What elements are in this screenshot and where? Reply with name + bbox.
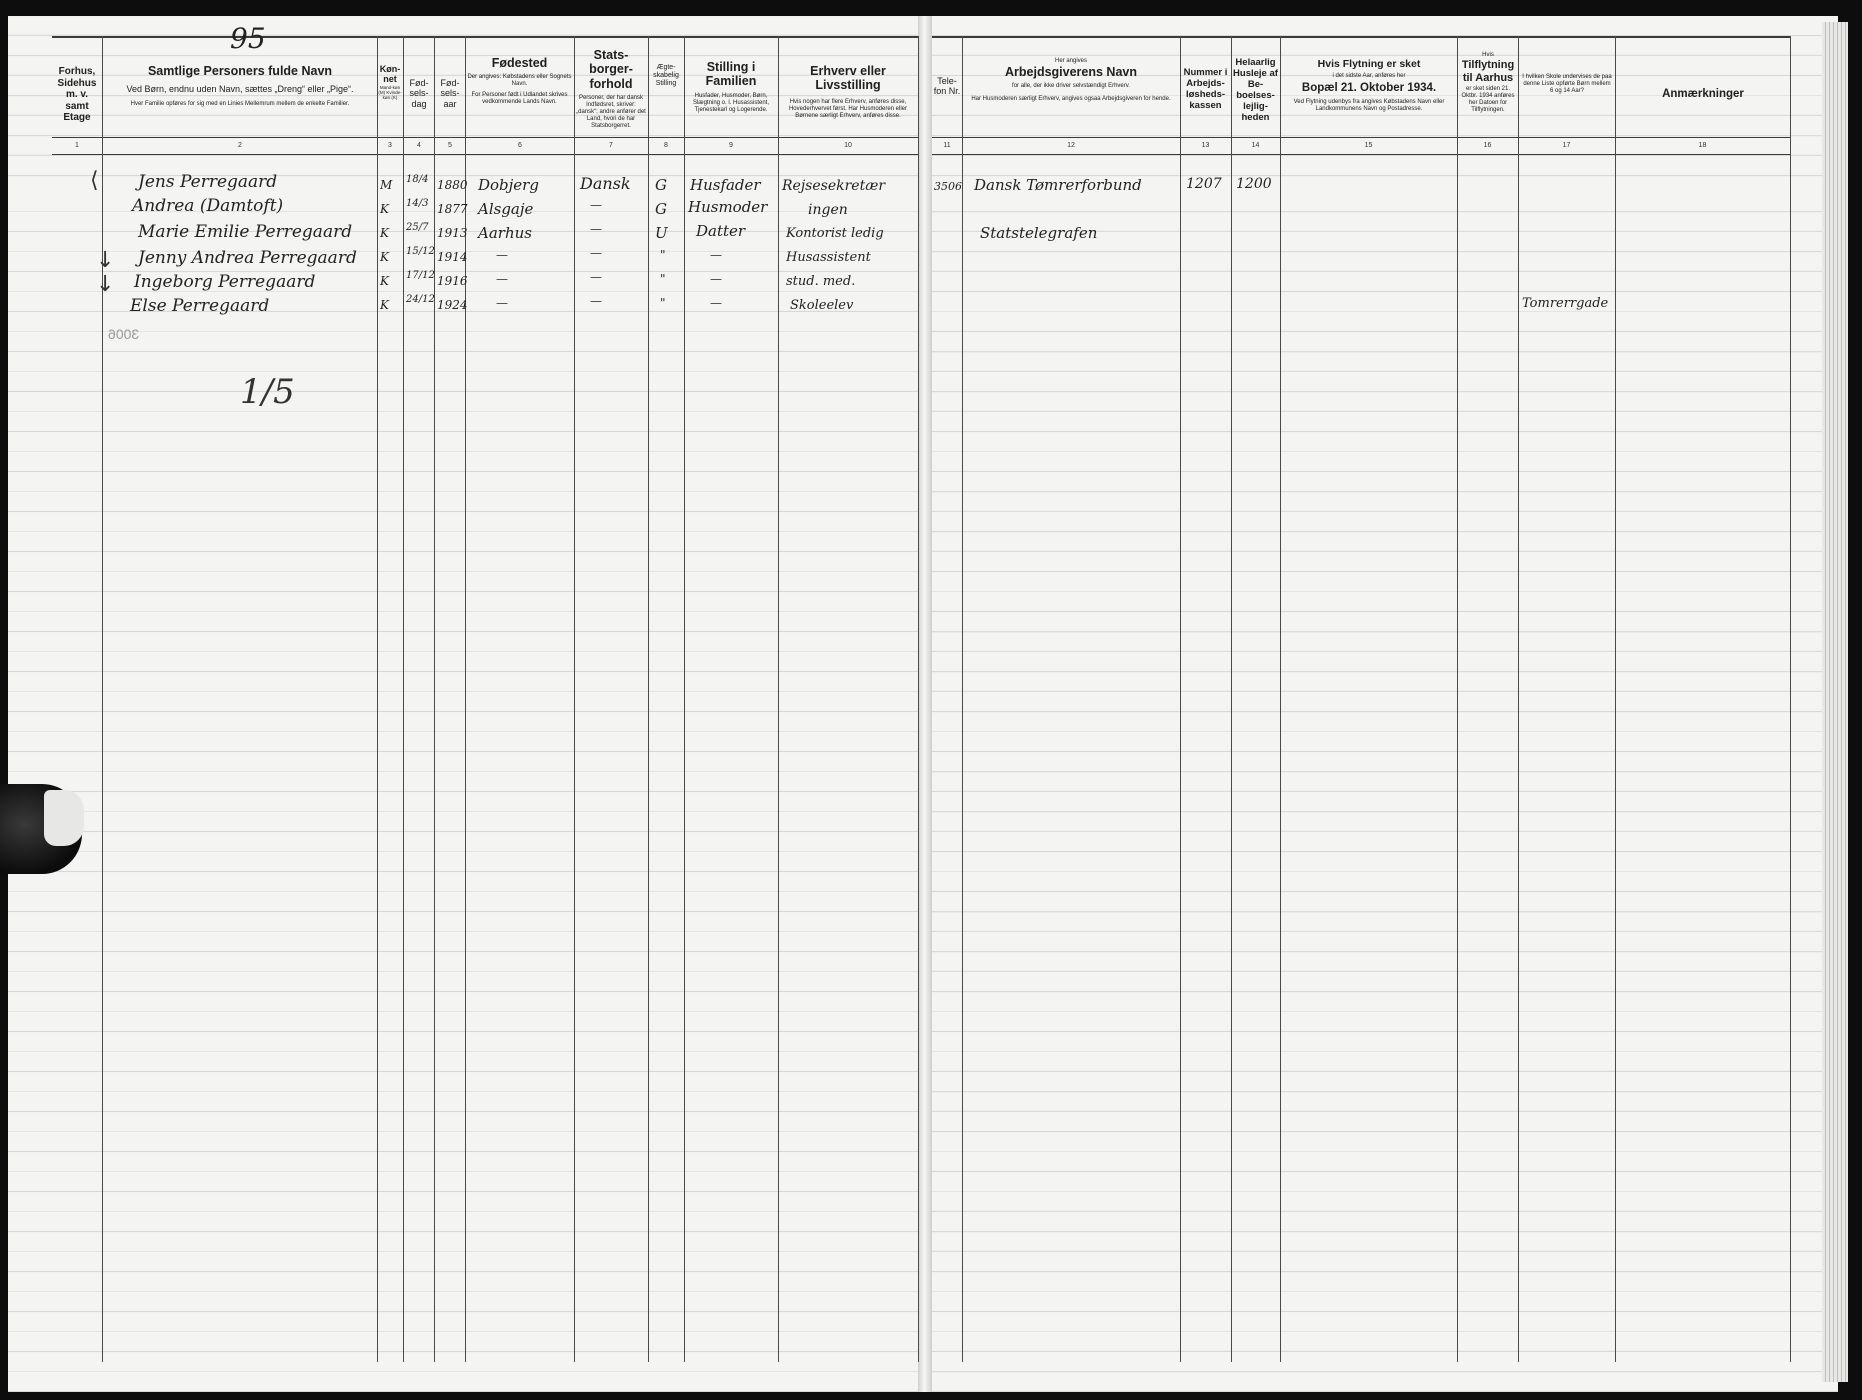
citizenship: Dansk bbox=[580, 174, 631, 193]
col-num: 1 bbox=[75, 142, 79, 149]
person-name: Else Perregaard bbox=[130, 296, 270, 316]
col-line bbox=[778, 36, 779, 1362]
unemployment-number: 1207 bbox=[1186, 176, 1222, 192]
header-col11: Tele-fon Nr. bbox=[933, 76, 961, 97]
birth-day: 25/7 bbox=[406, 222, 429, 233]
header-col15: Hvis Flytning er sket i det sidste Aar, anføres her Bopæl 21. Oktober 1934. Ved Flytning udenbys fra angives Købstadens Navn eller Landkommunens Navn og Postadresse. bbox=[1293, 58, 1445, 113]
person-name: Jenny Andrea Perregaard bbox=[138, 248, 357, 268]
mirrored-stamp: 3006 bbox=[108, 326, 140, 342]
birthplace: Aarhus bbox=[478, 224, 532, 242]
person-name: Ingeborg Perregaard bbox=[134, 272, 316, 292]
col-num: 18 bbox=[1698, 142, 1707, 149]
col-line bbox=[1231, 36, 1232, 1362]
person-name: Andrea (Damtoft) bbox=[132, 196, 284, 216]
book-spine bbox=[918, 16, 932, 1392]
phone: 3506 bbox=[934, 180, 962, 193]
col-line bbox=[377, 36, 378, 1362]
birth-day: 17/12 bbox=[406, 270, 435, 281]
occupation: Husassistent bbox=[786, 250, 871, 265]
col-line bbox=[684, 36, 685, 1362]
employer: Dansk Tømrerforbund bbox=[974, 176, 1142, 194]
header-col9: Stilling i Familien Husfader, Husmoder, Børn, Slægtning o. l. Husassistent, Tjenestekarl og Logerende. bbox=[692, 60, 770, 113]
header-col17: I hvilken Skole undervises de paa denne Liste opførte Børn mellem 6 og 14 Aar? bbox=[1522, 74, 1612, 94]
header-col18: Anmærkninger bbox=[1662, 88, 1744, 100]
thumb-nail bbox=[44, 790, 84, 846]
header-col5: Fød-sels-aar bbox=[440, 78, 460, 109]
birth-day: 14/3 bbox=[406, 198, 429, 209]
header-col4: Fød-sels-dag bbox=[409, 78, 429, 109]
col-line bbox=[962, 36, 963, 1362]
citizenship: — bbox=[590, 270, 602, 284]
birth-day: 15/12 bbox=[406, 246, 435, 257]
col-line bbox=[403, 36, 404, 1362]
col-num: 12 bbox=[1067, 142, 1075, 149]
col-line bbox=[1790, 36, 1791, 1362]
col-num: 6 bbox=[518, 142, 522, 149]
fraction-note: 1/5 bbox=[240, 372, 295, 412]
school: Tomrerrgade bbox=[1522, 296, 1609, 311]
marital-status: " bbox=[660, 296, 666, 310]
col-line bbox=[434, 36, 435, 1362]
col-line bbox=[648, 36, 649, 1362]
page-edges bbox=[1822, 22, 1848, 1382]
header-top-rule bbox=[52, 36, 918, 38]
col-num: 15 bbox=[1364, 142, 1373, 149]
col-num: 8 bbox=[664, 142, 668, 149]
header-col1: Forhus, Sidehus m. v. samt Etage bbox=[57, 66, 97, 123]
right-page bbox=[926, 16, 1838, 1392]
birthplace: — bbox=[496, 272, 508, 286]
header-col14: Helaarlig Husleje af Be-boelses-lejlig-heden bbox=[1233, 57, 1278, 123]
header-col12: Her angives Arbejdsgiverens Navn for alle, der ikke driver selvstændigt Erhverv. Har Husmoderen særligt Erhverv, angives ogsaa Arbejdsgiveren for hende. bbox=[971, 58, 1171, 103]
col-line bbox=[1518, 36, 1519, 1362]
header-number-rule-right bbox=[932, 137, 1790, 138]
family-position: Husfader bbox=[690, 176, 761, 194]
header-col8: Ægte-skabelig Stilling bbox=[653, 64, 679, 88]
col-num: 4 bbox=[417, 142, 421, 149]
sex: K bbox=[380, 298, 389, 312]
header-col7: Stats-borger-forhold Personer, der har dansk Indfødsret, skriver: „dansk“; andre anfører det Land, hvori de har Statsborgerret. bbox=[576, 48, 646, 129]
col-line bbox=[1615, 36, 1616, 1362]
birthplace: — bbox=[496, 248, 508, 262]
header-col3: Køn-net Mand-køn (M) Kvinde-køn (K) bbox=[378, 64, 402, 101]
employer: Statstelegrafen bbox=[980, 224, 1098, 242]
check-mark-icon: ↓ bbox=[96, 272, 115, 297]
col-num: 13 bbox=[1201, 142, 1210, 149]
header-col10: Erhverv eller Livsstilling Hvis nogen har flere Erhverv, anføres disse, Hovederhvervet først. Har Husmoderen eller Børnene særligt Erhverv, anføres disse. bbox=[788, 64, 908, 119]
col-num: 5 bbox=[448, 142, 452, 149]
col-num: 14 bbox=[1251, 142, 1260, 149]
person-name: Marie Emilie Perregaard bbox=[138, 222, 353, 242]
col-num: 9 bbox=[729, 142, 733, 149]
header-col16: Hvis Tilflytning til Aarhus er sket siden 21. Oktbr. 1934 anføres her Datoen for Tilflytningen. bbox=[1461, 52, 1515, 113]
sex: K bbox=[380, 226, 389, 240]
marital-status: U bbox=[655, 224, 668, 242]
marital-status: " bbox=[660, 248, 666, 262]
family-position: Datter bbox=[696, 222, 746, 240]
birthplace: Alsgaje bbox=[478, 200, 534, 218]
family-position: Husmoder bbox=[688, 198, 768, 216]
header-number-rule bbox=[52, 137, 918, 138]
birth-day: 18/4 bbox=[406, 174, 429, 185]
birthplace: Dobjerg bbox=[478, 176, 539, 194]
citizenship: — bbox=[590, 294, 602, 308]
header-col2: Samtlige Personers fulde Navn Ved Børn, endnu uden Navn, sættes „Dreng“ eller „Pige“. Hver Familie opføres for sig med en Linies Mellemrum mellem de enkelte Familier. bbox=[126, 64, 354, 107]
birth-year: 1913 bbox=[437, 226, 468, 240]
marital-status: " bbox=[660, 272, 666, 286]
occupation: Skoleelev bbox=[790, 298, 854, 313]
birth-day: 24/12 bbox=[406, 294, 435, 305]
page-number: 95 bbox=[230, 22, 266, 55]
birthplace: — bbox=[496, 296, 508, 310]
col-line bbox=[1180, 36, 1181, 1362]
family-position: — bbox=[710, 296, 722, 310]
citizenship: — bbox=[590, 222, 602, 236]
header-bottom-rule-right bbox=[932, 154, 1790, 155]
person-name: Jens Perregaard bbox=[138, 172, 278, 192]
birth-year: 1924 bbox=[437, 298, 468, 312]
col-num: 16 bbox=[1483, 142, 1492, 149]
col-num: 2 bbox=[238, 142, 242, 149]
sex: K bbox=[380, 250, 389, 264]
col-num: 11 bbox=[943, 142, 951, 149]
sex: M bbox=[380, 178, 393, 192]
col-num: 10 bbox=[844, 142, 852, 149]
marital-status: G bbox=[655, 200, 667, 218]
header-top-rule-right bbox=[932, 36, 1790, 38]
col-line bbox=[102, 36, 103, 1362]
occupation: stud. med. bbox=[786, 274, 856, 289]
occupation: Kontorist ledig bbox=[786, 226, 884, 241]
sex: K bbox=[380, 202, 389, 216]
family-position: — bbox=[710, 248, 722, 262]
marital-status: G bbox=[655, 176, 667, 194]
citizenship: — bbox=[590, 246, 602, 260]
occupation: ingen bbox=[808, 202, 848, 218]
birth-year: 1916 bbox=[437, 274, 468, 288]
birth-year: 1880 bbox=[437, 178, 468, 192]
col-num: 17 bbox=[1562, 142, 1571, 149]
sex: K bbox=[380, 274, 389, 288]
col-line bbox=[918, 36, 919, 1362]
header-col6: Fødested Der angives: Købstadens eller Sognets Navn. For Personer født i Udlandet skrives vedkommende Lands Navn. bbox=[467, 56, 572, 106]
col-num: 7 bbox=[609, 142, 613, 149]
occupation: Rejsesekretær bbox=[782, 178, 886, 194]
col-line bbox=[574, 36, 575, 1362]
birth-year: 1914 bbox=[437, 250, 468, 264]
citizenship: — bbox=[590, 198, 602, 212]
header-col13: Nummer i Arbejds-løsheds-kassen bbox=[1183, 67, 1228, 111]
family-position: — bbox=[710, 272, 722, 286]
birth-year: 1877 bbox=[437, 202, 468, 216]
col-num: 3 bbox=[388, 142, 392, 149]
check-mark-icon: ↓ bbox=[96, 248, 115, 273]
col-line bbox=[1280, 36, 1281, 1362]
header-bottom-rule bbox=[52, 154, 918, 155]
rent: 1200 bbox=[1236, 176, 1272, 192]
col-line bbox=[1457, 36, 1458, 1362]
check-mark-icon: ⟨ bbox=[90, 168, 99, 193]
